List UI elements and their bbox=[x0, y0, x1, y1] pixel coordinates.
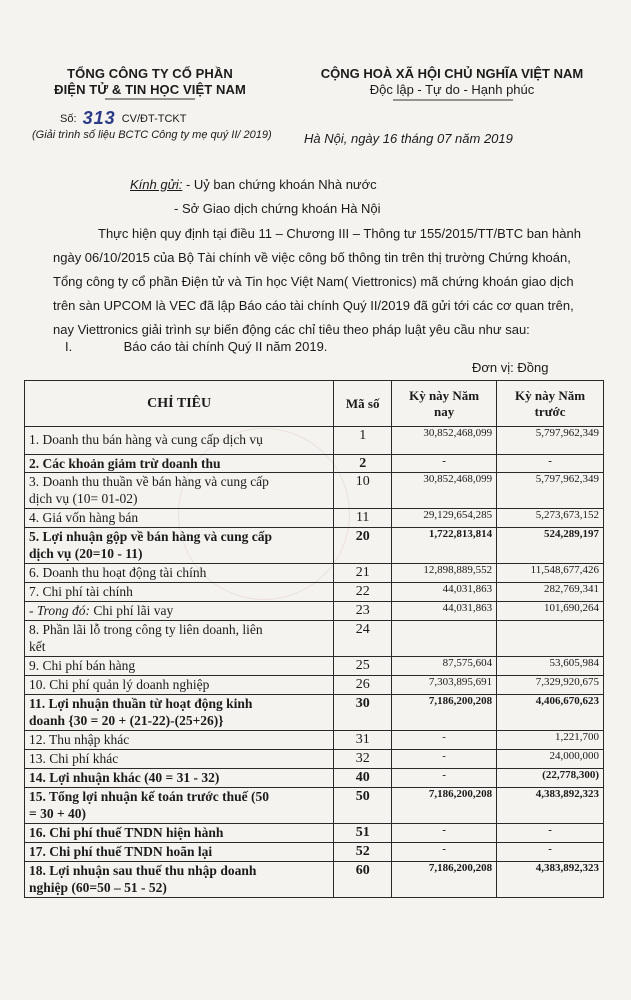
row-code: 25 bbox=[334, 657, 392, 676]
section-title: Báo cáo tài chính Quý II năm 2019. bbox=[123, 339, 328, 354]
row-previous: - bbox=[497, 455, 604, 473]
row-code: 31 bbox=[334, 731, 392, 750]
row-current: 30,852,468,099 bbox=[392, 473, 497, 509]
header-previous-line1: Kỳ này Năm bbox=[515, 387, 586, 403]
table-row bbox=[25, 731, 604, 750]
company-name-line2: ĐIỆN TỬ & TIN HỌC VIỆT NAM bbox=[54, 82, 246, 97]
table-row bbox=[25, 695, 604, 731]
row-item: 14. Lợi nhuận khác (40 = 31 - 32) bbox=[25, 769, 334, 788]
row-previous: 101,690,264 bbox=[497, 602, 604, 621]
table-row bbox=[25, 676, 604, 695]
table-row bbox=[25, 583, 604, 602]
row-previous: 282,769,341 bbox=[497, 583, 604, 602]
doc-number-label: Số: bbox=[60, 113, 77, 125]
table-row bbox=[25, 455, 604, 473]
table-row bbox=[25, 427, 604, 455]
row-code: 40 bbox=[334, 769, 392, 788]
doc-code: CV/ĐT-TCKT bbox=[121, 113, 187, 125]
national-header bbox=[302, 66, 602, 98]
row-code: 2 bbox=[334, 455, 392, 473]
row-current: 30,852,468,099 bbox=[392, 427, 497, 455]
doc-number-handwritten: 313 bbox=[82, 108, 116, 128]
row-code: 1 bbox=[334, 427, 392, 455]
table-row bbox=[25, 473, 604, 509]
row-current: 7,186,200,208 bbox=[392, 695, 497, 731]
row-current: 7,303,895,691 bbox=[392, 676, 497, 695]
body-paragraph bbox=[53, 222, 598, 342]
row-code: 30 bbox=[334, 695, 392, 731]
row-current: 1,722,813,814 bbox=[392, 528, 497, 564]
row-item: 1. Doanh thu bán hàng và cung cấp dịch vụ bbox=[25, 427, 334, 455]
row-code: 22 bbox=[334, 583, 392, 602]
company-name-line1: TỔNG CÔNG TY CỔ PHẦN bbox=[67, 66, 233, 81]
header-current-line2: nay bbox=[433, 403, 455, 419]
table-row bbox=[25, 602, 604, 621]
row-item-line2: dịch vụ (20=10 - 11) bbox=[29, 546, 143, 561]
row-previous: 524,289,197 bbox=[497, 528, 604, 564]
row-item bbox=[25, 528, 334, 564]
row-item bbox=[25, 621, 334, 657]
row-item: 4. Giá vốn hàng bán bbox=[25, 509, 334, 528]
row-item: 13. Chi phí khác bbox=[25, 750, 334, 769]
row-code: 23 bbox=[334, 602, 392, 621]
row-item: 2. Các khoản giảm trừ doanh thu bbox=[25, 455, 334, 473]
table-header-row bbox=[25, 381, 604, 427]
recipient-2: - Sở Giao dịch chứng khoán Hà Nội bbox=[174, 201, 381, 216]
row-current: 7,186,200,208 bbox=[392, 862, 497, 898]
row-previous bbox=[497, 621, 604, 657]
row-item-prefix: - Trong đó: bbox=[29, 603, 91, 618]
row-previous: 5,797,962,349 bbox=[497, 473, 604, 509]
document-number bbox=[60, 106, 186, 127]
row-item bbox=[25, 602, 334, 621]
row-previous: 5,797,962,349 bbox=[497, 427, 604, 455]
row-current: - bbox=[392, 455, 497, 473]
row-item-text: Chi phí lãi vay bbox=[90, 603, 174, 618]
row-item-line1: 15. Tổng lợi nhuận kế toán trước thuế (50 bbox=[29, 789, 269, 804]
row-current: - bbox=[392, 824, 497, 843]
row-current: 87,575,604 bbox=[392, 657, 497, 676]
row-current: 44,031,863 bbox=[392, 583, 497, 602]
table-row bbox=[25, 862, 604, 898]
body-line: Tổng công ty cổ phần Điện tử và Tin học Việt Nam( Viettronics) mã chứng khoán giao dịch bbox=[53, 274, 574, 289]
row-current: - bbox=[392, 769, 497, 788]
section-number: I. bbox=[65, 339, 73, 354]
row-previous: 5,273,673,152 bbox=[497, 509, 604, 528]
row-previous: 7,329,920,675 bbox=[497, 676, 604, 695]
row-item-line1: 11. Lợi nhuận thuần từ hoạt động kinh bbox=[29, 696, 253, 711]
row-previous: 11,548,677,426 bbox=[497, 564, 604, 583]
body-line: nay Viettronics giải trình sự biến động các chỉ tiêu theo pháp luật yêu cầu như sau: bbox=[53, 322, 530, 337]
table-row bbox=[25, 769, 604, 788]
row-current: 7,186,200,208 bbox=[392, 788, 497, 824]
row-code: 51 bbox=[334, 824, 392, 843]
table-row bbox=[25, 564, 604, 583]
row-code: 50 bbox=[334, 788, 392, 824]
row-previous: 1,221,700 bbox=[497, 731, 604, 750]
row-item bbox=[25, 473, 334, 509]
row-item: 7. Chi phí tài chính bbox=[25, 583, 334, 602]
row-item-line1: 8. Phần lãi lỗ trong công ty liên doanh, liên bbox=[29, 622, 263, 637]
nation-title: CỘNG HOÀ XÃ HỘI CHỦ NGHĨA VIỆT NAM bbox=[320, 66, 584, 81]
row-item-line1: 5. Lợi nhuận gộp về bán hàng và cung cấp bbox=[29, 529, 273, 544]
row-item-line1: 18. Lợi nhuận sau thuế thu nhập doanh bbox=[29, 863, 257, 878]
financial-table bbox=[24, 380, 604, 898]
header-current-line1: Kỳ này Năm bbox=[409, 387, 480, 403]
body-line: trên sàn UPCOM là VEC đã lập Báo cáo tài chính Quý II/2019 đã gửi tới các cơ quan trên, bbox=[53, 298, 574, 313]
row-item: 17. Chi phí thuế TNDN hoãn lại bbox=[25, 843, 334, 862]
recipients-label: Kính gửi: bbox=[130, 177, 183, 192]
issuer-underline bbox=[105, 98, 195, 100]
row-current: - bbox=[392, 843, 497, 862]
recipients-block bbox=[130, 177, 377, 192]
row-item: 12. Thu nhập khác bbox=[25, 731, 334, 750]
row-code: 24 bbox=[334, 621, 392, 657]
row-previous: 4,383,892,323 bbox=[497, 788, 604, 824]
row-item: 6. Doanh thu hoạt động tài chính bbox=[25, 564, 334, 583]
recipient-1: - Uỷ ban chứng khoán Nhà nước bbox=[185, 177, 377, 192]
row-current bbox=[392, 621, 497, 657]
row-code: 10 bbox=[334, 473, 392, 509]
row-item: 9. Chi phí bán hàng bbox=[25, 657, 334, 676]
row-item bbox=[25, 862, 334, 898]
table-row bbox=[25, 750, 604, 769]
row-code: 26 bbox=[334, 676, 392, 695]
row-code: 32 bbox=[334, 750, 392, 769]
row-current: 29,129,654,285 bbox=[392, 509, 497, 528]
row-item: 10. Chi phí quản lý doanh nghiệp bbox=[25, 676, 334, 695]
motto-underline bbox=[393, 99, 513, 101]
row-previous: - bbox=[497, 843, 604, 862]
row-item: 16. Chi phí thuế TNDN hiện hành bbox=[25, 824, 334, 843]
row-current: - bbox=[392, 750, 497, 769]
row-item-line2: dịch vụ (10= 01-02) bbox=[29, 491, 138, 506]
issuer-block bbox=[30, 66, 270, 98]
table-row bbox=[25, 621, 604, 657]
row-code: 52 bbox=[334, 843, 392, 862]
table-row bbox=[25, 824, 604, 843]
header-previous bbox=[497, 381, 604, 427]
date-line: Hà Nội, ngày 16 tháng 07 năm 2019 bbox=[304, 131, 513, 146]
body-line: ngày 06/10/2015 của Bộ Tài chính về việc công bố thông tin trên thị trường Chứng khoán, bbox=[53, 250, 571, 265]
subject-note: (Giải trình số liệu BCTC Công ty mẹ quý II/ 2019) bbox=[32, 129, 272, 141]
row-previous: 53,605,984 bbox=[497, 657, 604, 676]
row-current: 12,898,889,552 bbox=[392, 564, 497, 583]
section-heading bbox=[65, 339, 327, 354]
row-code: 11 bbox=[334, 509, 392, 528]
row-item-line1: 3. Doanh thu thuần về bán hàng và cung cấp bbox=[29, 474, 269, 489]
row-current: 44,031,863 bbox=[392, 602, 497, 621]
table-row bbox=[25, 788, 604, 824]
row-previous: 4,406,670,623 bbox=[497, 695, 604, 731]
table-row bbox=[25, 528, 604, 564]
row-previous: 4,383,892,323 bbox=[497, 862, 604, 898]
header-current bbox=[392, 381, 497, 427]
row-previous: - bbox=[497, 824, 604, 843]
unit-label: Đơn vị: Đồng bbox=[472, 360, 549, 375]
row-item bbox=[25, 788, 334, 824]
table-row bbox=[25, 657, 604, 676]
row-item-line2: doanh {30 = 20 + (21-22)-(25+26)} bbox=[29, 713, 224, 728]
body-line: Thực hiện quy định tại điều 11 – Chương III – Thông tư 155/2015/TT/BTC ban hành bbox=[98, 226, 581, 241]
row-item-line2: = 30 + 40) bbox=[29, 806, 87, 821]
row-item bbox=[25, 695, 334, 731]
row-previous: 24,000,000 bbox=[497, 750, 604, 769]
national-motto bbox=[302, 82, 602, 98]
row-code: 21 bbox=[334, 564, 392, 583]
header-item: CHỈ TIÊU bbox=[25, 381, 334, 427]
motto-text: Độc lập - Tự do - Hạnh phúc bbox=[369, 82, 535, 97]
row-item-line2: kết bbox=[29, 639, 46, 654]
row-code: 20 bbox=[334, 528, 392, 564]
row-item-line2: nghiệp (60=50 – 51 - 52) bbox=[29, 880, 167, 895]
header-previous-line2: trước bbox=[534, 403, 566, 419]
row-code: 60 bbox=[334, 862, 392, 898]
table-row bbox=[25, 509, 604, 528]
header-code: Mã số bbox=[334, 381, 392, 427]
table-row bbox=[25, 843, 604, 862]
row-current: - bbox=[392, 731, 497, 750]
row-previous: (22,778,300) bbox=[497, 769, 604, 788]
